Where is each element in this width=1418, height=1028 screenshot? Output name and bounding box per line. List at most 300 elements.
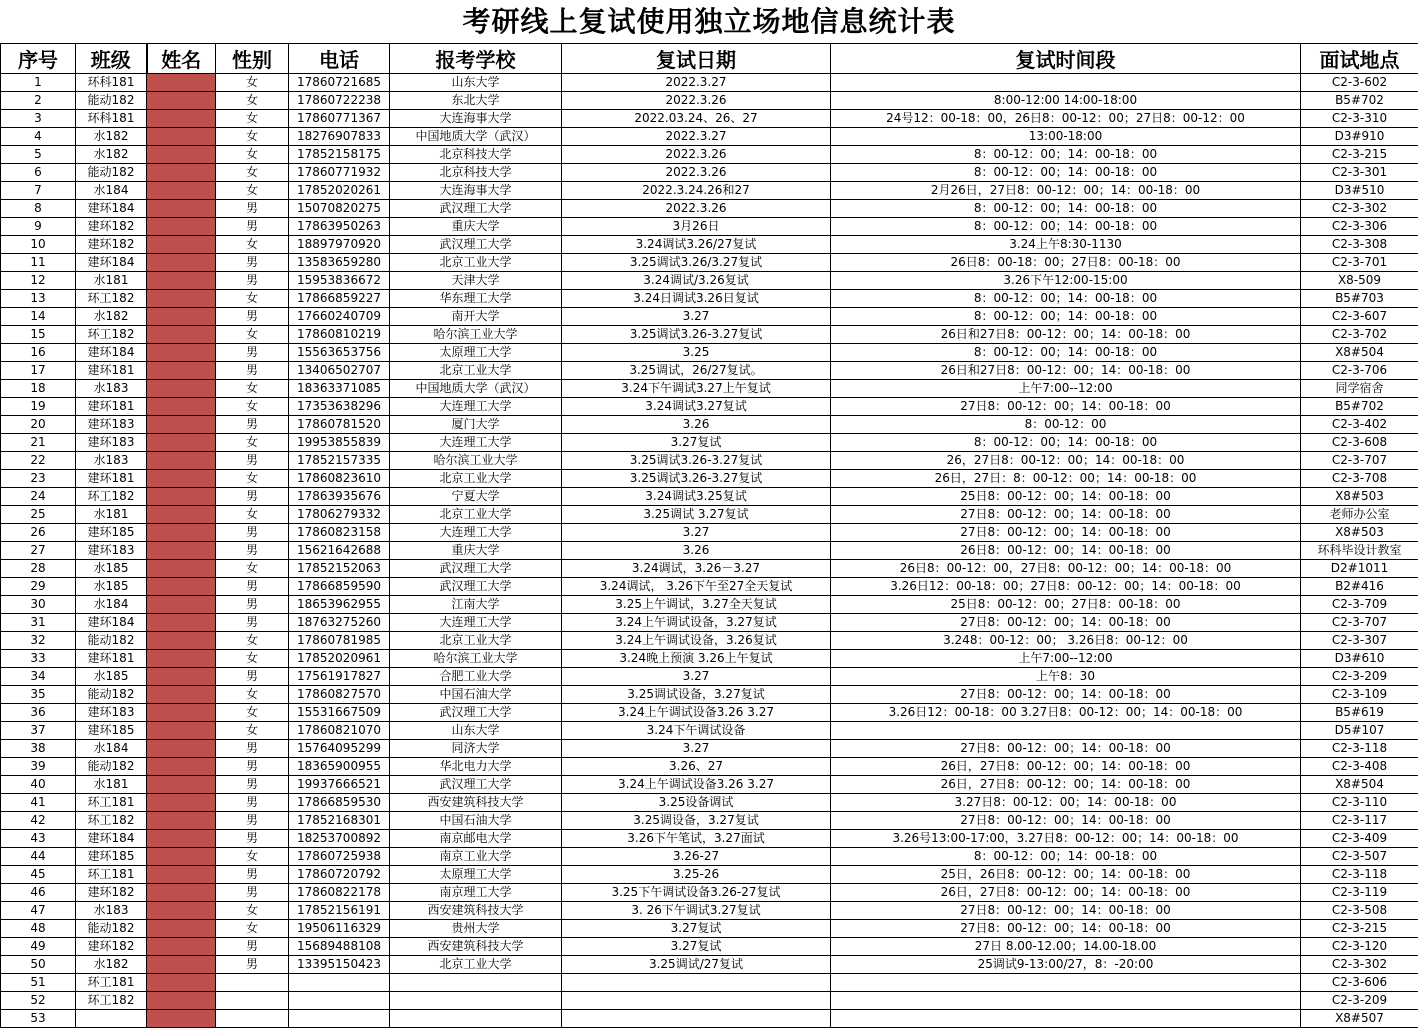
cell-class[interactable]: 环工182 [76,290,147,308]
cell-date[interactable]: 3.24调试3.25复试 [562,488,831,506]
cell-gender[interactable]: 男 [216,866,289,884]
cell-class[interactable]: 建环181 [76,650,147,668]
cell-time[interactable]: 27日8：00-12：00；14：00-18：00 [831,812,1301,830]
cell-class[interactable]: 建环185 [76,722,147,740]
cell-date[interactable]: 3.24下午调试3.27上午复试 [562,380,831,398]
cell-phone[interactable]: 18897970920 [289,236,390,254]
cell-class[interactable]: 环工182 [76,326,147,344]
cell-class[interactable]: 建环184 [76,344,147,362]
cell-time[interactable]: 27日8：00-12：00；14：00-18：00 [831,614,1301,632]
header-cell-gender[interactable]: 性别 [216,44,289,74]
cell-gender[interactable]: 女 [216,434,289,452]
cell-gender[interactable]: 女 [216,164,289,182]
cell-time[interactable]: 8：00-12：00；14：00-18：00 [831,344,1301,362]
cell-location[interactable]: C2-3-110 [1301,794,1418,812]
cell-date[interactable]: 3.27 [562,668,831,686]
cell-location[interactable]: X8#504 [1301,344,1418,362]
cell-date[interactable]: 3.25-26 [562,866,831,884]
cell-date[interactable]: 3.24日调试3.26日复试 [562,290,831,308]
cell-date[interactable]: 3.27 [562,308,831,326]
cell-phone[interactable]: 17860823158 [289,524,390,542]
cell-school[interactable]: 太原理工大学 [390,866,562,884]
cell-index[interactable]: 34 [1,668,76,686]
cell-gender[interactable]: 男 [216,200,289,218]
header-cell-school[interactable]: 报考学校 [390,44,562,74]
cell-index[interactable]: 25 [1,506,76,524]
cell-name[interactable] [147,704,216,722]
cell-phone[interactable]: 15953836672 [289,272,390,290]
cell-gender[interactable]: 女 [216,704,289,722]
cell-name[interactable] [147,794,216,812]
cell-time[interactable]: 27日8：00-12：00；14：00-18：00 [831,686,1301,704]
cell-time[interactable]: 27日8：00-12：00；14：00-18：00 [831,524,1301,542]
cell-name[interactable] [147,758,216,776]
cell-gender[interactable]: 男 [216,776,289,794]
cell-location[interactable]: D3#610 [1301,650,1418,668]
cell-time[interactable]: 25调试9-13:00/27，8：-20:00 [831,956,1301,974]
cell-index[interactable]: 1 [1,74,76,92]
cell-time[interactable]: 8：00-12：00；14：00-18：00 [831,146,1301,164]
cell-index[interactable]: 39 [1,758,76,776]
cell-gender[interactable]: 女 [216,146,289,164]
cell-index[interactable]: 16 [1,344,76,362]
cell-location[interactable]: C2-3-508 [1301,902,1418,920]
cell-location[interactable]: 环科毕设计教室 [1301,542,1418,560]
cell-gender[interactable]: 女 [216,398,289,416]
cell-class[interactable]: 环工182 [76,992,147,1010]
cell-date[interactable]: 3.25调试3.26-3.27复试 [562,470,831,488]
cell-date[interactable]: 3.27复试 [562,938,831,956]
cell-phone[interactable]: 15531667509 [289,704,390,722]
cell-gender[interactable]: 男 [216,614,289,632]
cell-phone[interactable]: 13583659280 [289,254,390,272]
cell-time[interactable]: 3.26号13:00-17:00，3.27日8：00-12：00；14：00-18：00 [831,830,1301,848]
cell-index[interactable]: 11 [1,254,76,272]
cell-class[interactable]: 水183 [76,380,147,398]
cell-school[interactable]: 西安建筑科技大学 [390,794,562,812]
cell-school[interactable]: 哈尔滨工业大学 [390,326,562,344]
cell-school[interactable]: 宁夏大学 [390,488,562,506]
cell-index[interactable]: 33 [1,650,76,668]
cell-index[interactable]: 3 [1,110,76,128]
cell-name[interactable] [147,632,216,650]
cell-class[interactable]: 能动182 [76,632,147,650]
cell-name[interactable] [147,650,216,668]
cell-name[interactable] [147,74,216,92]
cell-name[interactable] [147,380,216,398]
cell-school[interactable]: 山东大学 [390,74,562,92]
cell-time[interactable]: 8：00-12：00；14：00-18：00 [831,164,1301,182]
cell-name[interactable] [147,218,216,236]
cell-index[interactable]: 9 [1,218,76,236]
cell-time[interactable]: 25日8：00-12：00；14：00-18：00 [831,488,1301,506]
cell-school[interactable]: 东北大学 [390,92,562,110]
cell-school[interactable]: 中国地质大学（武汉） [390,128,562,146]
header-cell-date[interactable]: 复试日期 [562,44,831,74]
cell-name[interactable] [147,326,216,344]
cell-location[interactable]: C2-3-302 [1301,200,1418,218]
cell-date[interactable]: 3.24上午调试设备，3.26复试 [562,632,831,650]
cell-class[interactable]: 水185 [76,578,147,596]
cell-index[interactable]: 24 [1,488,76,506]
cell-location[interactable]: C2-3-702 [1301,326,1418,344]
cell-name[interactable] [147,866,216,884]
cell-gender[interactable]: 男 [216,542,289,560]
cell-index[interactable]: 15 [1,326,76,344]
cell-school[interactable]: 大连海事大学 [390,182,562,200]
cell-phone[interactable]: 17852020261 [289,182,390,200]
cell-gender[interactable]: 男 [216,452,289,470]
cell-name[interactable] [147,956,216,974]
cell-time[interactable]: 3.24上午8:30-1130 [831,236,1301,254]
cell-name[interactable] [147,740,216,758]
cell-location[interactable]: 老师办公室 [1301,506,1418,524]
cell-phone[interactable]: 17860725938 [289,848,390,866]
cell-class[interactable]: 能动182 [76,758,147,776]
cell-gender[interactable]: 男 [216,254,289,272]
cell-gender[interactable]: 男 [216,308,289,326]
cell-name[interactable] [147,596,216,614]
cell-index[interactable]: 28 [1,560,76,578]
cell-index[interactable]: 31 [1,614,76,632]
cell-index[interactable]: 32 [1,632,76,650]
cell-index[interactable]: 46 [1,884,76,902]
cell-index[interactable]: 45 [1,866,76,884]
cell-gender[interactable]: 男 [216,812,289,830]
cell-class[interactable]: 水181 [76,272,147,290]
cell-phone[interactable]: 18763275260 [289,614,390,632]
cell-date[interactable]: 3.27复试 [562,920,831,938]
cell-gender[interactable]: 女 [216,902,289,920]
cell-name[interactable] [147,722,216,740]
cell-class[interactable]: 水184 [76,182,147,200]
cell-school[interactable]: 武汉理工大学 [390,200,562,218]
cell-index[interactable]: 13 [1,290,76,308]
cell-index[interactable]: 30 [1,596,76,614]
cell-gender[interactable] [216,1010,289,1028]
cell-location[interactable]: C2-3-701 [1301,254,1418,272]
cell-location[interactable]: B2#416 [1301,578,1418,596]
cell-class[interactable] [76,1010,147,1028]
cell-date[interactable]: 2022.3.26 [562,200,831,218]
cell-school[interactable] [390,992,562,1010]
cell-index[interactable]: 7 [1,182,76,200]
cell-class[interactable]: 水181 [76,776,147,794]
cell-index[interactable]: 4 [1,128,76,146]
cell-class[interactable]: 水184 [76,596,147,614]
cell-gender[interactable]: 男 [216,938,289,956]
cell-school[interactable]: 大连海事大学 [390,110,562,128]
cell-class[interactable]: 建环183 [76,542,147,560]
cell-date[interactable]: 3.25下午调试设备3.26-27复试 [562,884,831,902]
cell-time[interactable]: 3.248：00-12：00； 3.26日8：00-12：00 [831,632,1301,650]
cell-phone[interactable]: 18653962955 [289,596,390,614]
cell-index[interactable]: 2 [1,92,76,110]
cell-index[interactable]: 23 [1,470,76,488]
cell-gender[interactable]: 女 [216,182,289,200]
cell-time[interactable]: 8:00-12:00 14:00-18:00 [831,92,1301,110]
cell-phone[interactable]: 17852168301 [289,812,390,830]
cell-index[interactable]: 22 [1,452,76,470]
cell-date[interactable]: 2022.3.27 [562,128,831,146]
cell-name[interactable] [147,254,216,272]
cell-school[interactable]: 南京工业大学 [390,848,562,866]
cell-gender[interactable]: 男 [216,884,289,902]
cell-class[interactable]: 建环181 [76,470,147,488]
cell-index[interactable]: 12 [1,272,76,290]
cell-gender[interactable]: 男 [216,416,289,434]
cell-phone[interactable]: 17860823610 [289,470,390,488]
cell-time[interactable]: 26日，27日8：00-12：00；14：00-18：00 [831,776,1301,794]
cell-index[interactable]: 37 [1,722,76,740]
cell-time[interactable]: 3.26日12：00-18：00；27日8：00-12：00；14：00-18：00 [831,578,1301,596]
cell-date[interactable]: 3.25调试 3.27复试 [562,506,831,524]
cell-gender[interactable]: 女 [216,722,289,740]
cell-phone[interactable]: 13406502707 [289,362,390,380]
cell-date[interactable]: 3.27 [562,524,831,542]
cell-location[interactable]: C2-3-402 [1301,416,1418,434]
cell-index[interactable]: 14 [1,308,76,326]
cell-phone[interactable] [289,974,390,992]
cell-date[interactable]: 3.24调试3.26/27复试 [562,236,831,254]
cell-index[interactable]: 44 [1,848,76,866]
cell-phone[interactable]: 17863950263 [289,218,390,236]
cell-location[interactable]: B5#702 [1301,398,1418,416]
cell-phone[interactable]: 17860720792 [289,866,390,884]
cell-location[interactable]: C2-3-209 [1301,992,1418,1010]
cell-index[interactable]: 17 [1,362,76,380]
cell-time[interactable]: 8：00-12：00；14：00-18：00 [831,218,1301,236]
cell-name[interactable] [147,938,216,956]
cell-phone[interactable]: 17852157335 [289,452,390,470]
cell-name[interactable] [147,524,216,542]
cell-date[interactable]: 2022.3.24.26和27 [562,182,831,200]
cell-location[interactable]: C2-3-209 [1301,668,1418,686]
cell-location[interactable]: C2-3-215 [1301,920,1418,938]
cell-phone[interactable]: 18253700892 [289,830,390,848]
cell-class[interactable]: 建环182 [76,938,147,956]
cell-phone[interactable]: 17852156191 [289,902,390,920]
cell-class[interactable]: 建环183 [76,704,147,722]
cell-location[interactable]: C2-3-708 [1301,470,1418,488]
cell-gender[interactable]: 男 [216,758,289,776]
cell-date[interactable]: 2022.03.24、26、27 [562,110,831,128]
cell-date[interactable]: 3.25调试，26/27复试。 [562,362,831,380]
cell-phone[interactable]: 17866859590 [289,578,390,596]
cell-name[interactable] [147,452,216,470]
cell-date[interactable]: 3.25调试3.26-3.27复试 [562,326,831,344]
cell-date[interactable]: 3.27复试 [562,434,831,452]
cell-location[interactable]: C2-3-608 [1301,434,1418,452]
cell-time[interactable] [831,74,1301,92]
cell-date[interactable]: 3月26日 [562,218,831,236]
cell-school[interactable]: 大连理工大学 [390,524,562,542]
cell-class[interactable]: 水185 [76,560,147,578]
cell-class[interactable]: 建环182 [76,218,147,236]
cell-phone[interactable]: 18365900955 [289,758,390,776]
cell-class[interactable]: 建环182 [76,236,147,254]
cell-time[interactable]: 26日，27日8：00-12：00；14：00-18：00 [831,758,1301,776]
cell-gender[interactable]: 男 [216,794,289,812]
cell-class[interactable]: 环工181 [76,974,147,992]
cell-class[interactable]: 水182 [76,308,147,326]
cell-time[interactable]: 25日8：00-12：00；27日8：00-18：00 [831,596,1301,614]
cell-name[interactable] [147,92,216,110]
cell-index[interactable]: 27 [1,542,76,560]
cell-class[interactable]: 环工182 [76,488,147,506]
cell-school[interactable]: 哈尔滨工业大学 [390,452,562,470]
cell-school[interactable]: 北京科技大学 [390,164,562,182]
cell-phone[interactable]: 17852152063 [289,560,390,578]
cell-time[interactable]: 上午8：30 [831,668,1301,686]
cell-date[interactable]: 3.24调试，3.26－3.27 [562,560,831,578]
cell-gender[interactable]: 女 [216,632,289,650]
cell-time[interactable]: 8：00-12：00；14：00-18：00 [831,308,1301,326]
cell-school[interactable]: 西安建筑科技大学 [390,902,562,920]
cell-date[interactable]: 3.25调设备，3.27复试 [562,812,831,830]
cell-name[interactable] [147,848,216,866]
cell-date[interactable]: 3.26-27 [562,848,831,866]
cell-index[interactable]: 19 [1,398,76,416]
cell-date[interactable]: 2022.3.26 [562,92,831,110]
cell-gender[interactable]: 女 [216,848,289,866]
cell-class[interactable]: 能动182 [76,920,147,938]
cell-gender[interactable]: 男 [216,488,289,506]
cell-index[interactable]: 6 [1,164,76,182]
cell-date[interactable]: 3.24下午调试设备 [562,722,831,740]
cell-name[interactable] [147,182,216,200]
cell-phone[interactable]: 17860827570 [289,686,390,704]
cell-name[interactable] [147,578,216,596]
cell-school[interactable]: 大连理工大学 [390,614,562,632]
cell-location[interactable]: B5#703 [1301,290,1418,308]
cell-date[interactable]: 3.24调试， 3.26下午至27全天复试 [562,578,831,596]
cell-time[interactable]: 3.26日12：00-18：00 3.27日8：00-12：00；14：00-18：00 [831,704,1301,722]
cell-location[interactable]: C2-3-109 [1301,686,1418,704]
cell-school[interactable]: 武汉理工大学 [390,776,562,794]
cell-index[interactable]: 43 [1,830,76,848]
cell-gender[interactable]: 女 [216,650,289,668]
cell-name[interactable] [147,110,216,128]
cell-gender[interactable] [216,974,289,992]
cell-time[interactable]: 13:00-18:00 [831,128,1301,146]
cell-name[interactable] [147,272,216,290]
cell-school[interactable]: 大连理工大学 [390,434,562,452]
cell-name[interactable] [147,470,216,488]
cell-phone[interactable]: 17863935676 [289,488,390,506]
cell-school[interactable]: 北京工业大学 [390,506,562,524]
cell-gender[interactable]: 女 [216,290,289,308]
cell-time[interactable]: 27日8：00-12：00；14：00-18：00 [831,902,1301,920]
cell-location[interactable]: C2-3-301 [1301,164,1418,182]
cell-class[interactable]: 能动182 [76,686,147,704]
cell-school[interactable]: 南京邮电大学 [390,830,562,848]
cell-location[interactable]: C2-3-308 [1301,236,1418,254]
cell-phone[interactable]: 15070820275 [289,200,390,218]
cell-class[interactable]: 建环182 [76,884,147,902]
cell-index[interactable]: 51 [1,974,76,992]
cell-school[interactable]: 北京工业大学 [390,956,562,974]
cell-gender[interactable]: 女 [216,74,289,92]
cell-index[interactable]: 29 [1,578,76,596]
cell-location[interactable]: D3#910 [1301,128,1418,146]
cell-time[interactable]: 3.27日8：00-12：00；14：00-18：00 [831,794,1301,812]
cell-time[interactable]: 26日8：00-12：00，27日8：00-12：00；14：00-18：00 [831,560,1301,578]
cell-gender[interactable]: 男 [216,344,289,362]
header-cell-location[interactable]: 面试地点 [1301,44,1418,74]
cell-school[interactable]: 南京理工大学 [390,884,562,902]
cell-name[interactable] [147,1010,216,1028]
cell-time[interactable]: 25日，26日8：00-12：00；14：00-18：00 [831,866,1301,884]
cell-index[interactable]: 41 [1,794,76,812]
cell-phone[interactable]: 15621642688 [289,542,390,560]
cell-date[interactable]: 3.24上午调试设备，3.27复试 [562,614,831,632]
cell-name[interactable] [147,398,216,416]
cell-time[interactable] [831,992,1301,1010]
cell-class[interactable]: 建环183 [76,434,147,452]
cell-class[interactable]: 环工181 [76,794,147,812]
cell-location[interactable]: B5#702 [1301,92,1418,110]
cell-date[interactable]: 2022.3.27 [562,74,831,92]
cell-school[interactable]: 重庆大学 [390,218,562,236]
cell-phone[interactable]: 17860822178 [289,884,390,902]
cell-name[interactable] [147,344,216,362]
cell-time[interactable]: 26日8：00-12：00；14：00-18：00 [831,542,1301,560]
cell-date[interactable]: 3.24晚上预演 3.26上午复试 [562,650,831,668]
cell-school[interactable]: 重庆大学 [390,542,562,560]
cell-time[interactable]: 27日8：00-12：00；14：00-18：00 [831,740,1301,758]
cell-time[interactable]: 26日，27日8：00-12：00；14：00-18：00 [831,884,1301,902]
cell-gender[interactable]: 男 [216,596,289,614]
cell-name[interactable] [147,290,216,308]
cell-gender[interactable]: 男 [216,578,289,596]
cell-gender[interactable]: 女 [216,380,289,398]
cell-time[interactable]: 8：00-12：00；14：00-18：00 [831,200,1301,218]
cell-phone[interactable]: 17860771932 [289,164,390,182]
cell-date[interactable]: 3.24调试3.27复试 [562,398,831,416]
cell-date[interactable]: 3.24调试/3.26复试 [562,272,831,290]
cell-class[interactable]: 水182 [76,956,147,974]
cell-school[interactable]: 华北电力大学 [390,758,562,776]
cell-phone[interactable]: 17860781520 [289,416,390,434]
cell-location[interactable]: C2-3-709 [1301,596,1418,614]
cell-date[interactable] [562,974,831,992]
cell-name[interactable] [147,614,216,632]
cell-gender[interactable]: 女 [216,470,289,488]
cell-phone[interactable]: 17866859530 [289,794,390,812]
cell-school[interactable]: 武汉理工大学 [390,236,562,254]
cell-date[interactable]: 3.25调试/27复试 [562,956,831,974]
cell-time[interactable]: 上午7:00--12:00 [831,380,1301,398]
cell-index[interactable]: 50 [1,956,76,974]
cell-date[interactable]: 3.25调试3.26-3.27复试 [562,452,831,470]
cell-name[interactable] [147,686,216,704]
cell-phone[interactable]: 17860781985 [289,632,390,650]
cell-gender[interactable]: 男 [216,668,289,686]
cell-index[interactable]: 52 [1,992,76,1010]
cell-school[interactable]: 武汉理工大学 [390,704,562,722]
cell-date[interactable]: 3. 26下午调试3.27复试 [562,902,831,920]
cell-gender[interactable]: 男 [216,830,289,848]
cell-phone[interactable]: 19506116329 [289,920,390,938]
cell-name[interactable] [147,884,216,902]
cell-index[interactable]: 53 [1,1010,76,1028]
cell-index[interactable]: 8 [1,200,76,218]
cell-index[interactable]: 49 [1,938,76,956]
cell-phone[interactable]: 15764095299 [289,740,390,758]
cell-gender[interactable]: 男 [216,956,289,974]
cell-location[interactable]: C2-3-706 [1301,362,1418,380]
